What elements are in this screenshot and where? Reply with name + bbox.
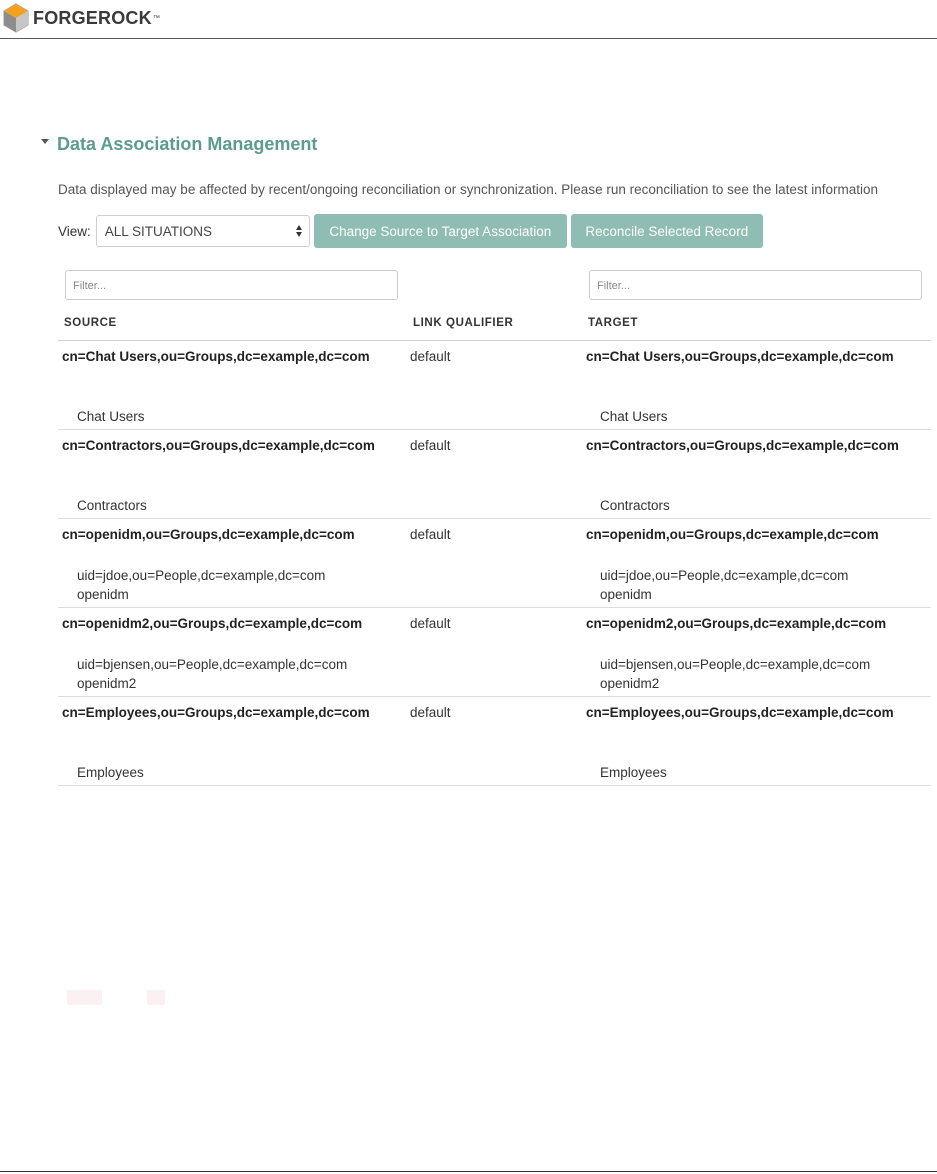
target-id: cn=openidm,ou=Groups,dc=example,dc=com xyxy=(586,527,879,542)
change-association-button[interactable]: Change Source to Target Association xyxy=(314,214,567,248)
highlight-artifact xyxy=(67,990,102,1005)
target-detail-line: uid=jdoe,ou=People,dc=example,dc=com xyxy=(600,568,849,583)
source-detail-line: uid=jdoe,ou=People,dc=example,dc=com xyxy=(77,568,326,583)
source-detail-line: Employees xyxy=(77,765,144,780)
source-detail-line: Contractors xyxy=(77,498,147,513)
table-row[interactable] xyxy=(58,341,931,430)
table-row[interactable] xyxy=(58,608,931,697)
target-detail xyxy=(600,655,870,693)
target-detail xyxy=(600,763,667,782)
table-row[interactable] xyxy=(58,519,931,608)
source-filter-input[interactable]: Filter... xyxy=(65,270,398,300)
bottom-divider xyxy=(0,1171,937,1172)
source-id: cn=Chat Users,ou=Groups,dc=example,dc=com xyxy=(62,349,370,364)
forgerock-logo[interactable] xyxy=(3,3,160,33)
caret-down-icon[interactable] xyxy=(41,139,49,144)
reconcile-selected-record-button[interactable]: Reconcile Selected Record xyxy=(571,214,763,248)
source-detail xyxy=(77,496,147,515)
source-detail-line: uid=bjensen,ou=People,dc=example,dc=com xyxy=(77,657,348,672)
top-navbar xyxy=(0,0,937,39)
source-id: cn=Employees,ou=Groups,dc=example,dc=com xyxy=(62,705,370,720)
link-qualifier: default xyxy=(410,349,451,364)
target-detail xyxy=(600,566,848,604)
source-detail xyxy=(77,655,347,693)
link-qualifier: default xyxy=(410,616,451,631)
view-select[interactable] xyxy=(96,215,310,247)
target-detail-line: Chat Users xyxy=(600,409,668,424)
highlight-artifact xyxy=(147,990,165,1005)
table-row[interactable] xyxy=(58,430,931,519)
link-qualifier: default xyxy=(410,527,451,542)
target-detail-line: openidm2 xyxy=(600,676,660,691)
target-id: cn=Employees,ou=Groups,dc=example,dc=com xyxy=(586,705,894,720)
link-qualifier: default xyxy=(410,438,451,453)
section-header[interactable] xyxy=(41,134,317,155)
section-title: Data Association Management xyxy=(57,134,318,154)
target-id: cn=Contractors,ou=Groups,dc=example,dc=com xyxy=(586,438,899,453)
source-detail xyxy=(77,763,144,782)
source-id: cn=openidm,ou=Groups,dc=example,dc=com xyxy=(62,527,355,542)
target-detail-line: Contractors xyxy=(600,498,670,513)
source-detail xyxy=(77,566,325,604)
select-arrows-icon xyxy=(295,224,303,240)
brand-trademark: ™ xyxy=(152,14,160,22)
view-label: View: xyxy=(58,223,91,239)
column-header-target[interactable]: TARGET xyxy=(588,317,639,329)
forgerock-logo-icon xyxy=(3,3,29,33)
target-id: cn=openidm2,ou=Groups,dc=example,dc=com xyxy=(586,616,887,631)
source-id: cn=openidm2,ou=Groups,dc=example,dc=com xyxy=(62,616,363,631)
source-detail-line: Chat Users xyxy=(77,409,145,424)
source-detail-line: openidm xyxy=(77,587,129,602)
column-header-link-qualifier[interactable]: LINK QUALIFIER xyxy=(413,317,514,329)
target-filter-input[interactable]: Filter... xyxy=(589,270,922,300)
column-header-source[interactable]: SOURCE xyxy=(64,317,117,329)
target-id: cn=Chat Users,ou=Groups,dc=example,dc=com xyxy=(586,349,894,364)
table-row[interactable] xyxy=(58,697,931,786)
target-detail xyxy=(600,407,668,426)
link-qualifier: default xyxy=(410,705,451,720)
target-detail xyxy=(600,496,670,515)
source-detail-line: openidm2 xyxy=(77,676,137,691)
view-select-value: ALL SITUATIONS xyxy=(104,223,213,239)
target-detail-line: openidm xyxy=(600,587,652,602)
brand-name: FORGEROCK xyxy=(33,7,152,28)
toolbar xyxy=(58,214,763,248)
target-detail-line: Employees xyxy=(600,765,667,780)
reconciliation-notice: Data displayed may be affected by recent/ongoing reconciliation or synchronization. Please run reconciliation to see the latest information xyxy=(58,182,878,197)
source-id: cn=Contractors,ou=Groups,dc=example,dc=com xyxy=(62,438,375,453)
source-detail xyxy=(77,407,145,426)
target-detail-line: uid=bjensen,ou=People,dc=example,dc=com xyxy=(600,657,871,672)
